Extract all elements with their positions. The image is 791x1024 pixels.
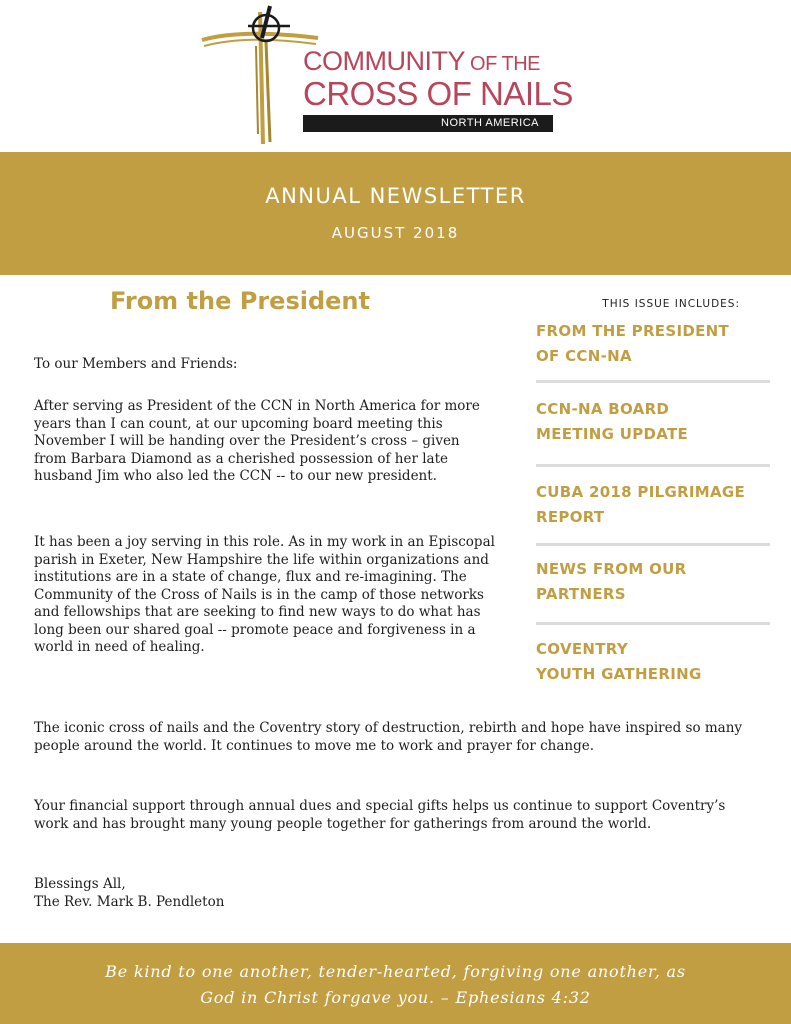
sidebar-divider [536, 543, 770, 546]
sidebar-item-line: PARTNERS [536, 585, 626, 603]
sidebar-item-cuba-pilgrimage[interactable] [536, 480, 770, 530]
logo-cross-of-nails-text: CROSS OF NAILS [303, 75, 573, 112]
paragraph-3 [34, 720, 744, 755]
sidebar-item-youth-gathering[interactable] [536, 637, 770, 687]
sidebar-item-line: COVENTRY [536, 640, 628, 658]
logo-community-text: COMMUNITY [303, 46, 465, 76]
section-heading: From the President [110, 287, 370, 315]
signature-block [34, 876, 434, 911]
sidebar-item-line: MEETING UPDATE [536, 425, 689, 443]
logo-north-america-bar: NORTH AMERICA [303, 115, 553, 132]
signature-text: The Rev. Mark B. Pendleton [34, 893, 225, 910]
cross-of-nails-icon [200, 2, 320, 150]
footer-quote-band [0, 943, 791, 1024]
sidebar-item-line: CUBA 2018 PILGRIMAGE [536, 483, 746, 501]
sidebar-item-partner-news[interactable] [536, 557, 770, 607]
ccn-logo [200, 2, 573, 150]
newsletter-title: ANNUAL NEWSLETTER [265, 184, 526, 208]
sidebar-item-line: FROM THE PRESIDENT [536, 322, 730, 340]
sidebar-item-line: CCN-NA BOARD [536, 400, 670, 418]
paragraph-4 [34, 798, 744, 833]
sidebar-item-line: YOUTH GATHERING [536, 665, 702, 683]
sidebar-label: THIS ISSUE INCLUDES: [602, 298, 740, 310]
sidebar-item-line: REPORT [536, 508, 605, 526]
logo-wordmark [303, 46, 573, 112]
sidebar-item-line: NEWS FROM OUR [536, 560, 687, 578]
issue-contents-sidebar [536, 298, 770, 683]
sidebar-item-line: OF CCN-NA [536, 347, 632, 365]
signoff-text: Blessings All, [34, 876, 126, 892]
sidebar-divider [536, 380, 770, 383]
paragraph-1-text: After serving as President of the CCN in North America for more years than I can count, at our upcoming board meeting this November I will be handing over the President’s cross – given from Barbara Diamond as a cherished possession of her late husband Jim who also led the CCN -- to our new president. [34, 398, 480, 484]
salutation-text: To our Members and Friends: [34, 356, 238, 372]
paragraph-4-text: Your financial support through annual dues and special gifts helps us continue to support Coventry’s work and has brought many young people together for gatherings from around the world. [34, 798, 726, 832]
sidebar-divider [536, 464, 770, 467]
sidebar-item-from-the-president[interactable] [536, 319, 770, 369]
newsletter-date: AUGUST 2018 [331, 224, 460, 242]
sidebar-divider [536, 622, 770, 625]
header-band [0, 152, 791, 275]
paragraph-2-text: It has been a joy serving in this role. As in my work in an Episcopal parish in Exeter, New Hampshire the life within organizations and institutions are in a state of change, flux and re-imagining. The Community of the Cross of Nails is in the camp of those networks and fellowships that are seeking to find new ways to do what has long been our shared goal -- promote peace and forgiveness in a world in need of healing. [34, 534, 495, 655]
footer-quote-line-2: God in Christ forgave you. – Ephesians 4:32 [200, 988, 591, 1007]
logo-of-the-text: OF THE [464, 53, 541, 75]
salutation [34, 356, 494, 374]
paragraph-1 [34, 398, 496, 486]
paragraph-3-text: The iconic cross of nails and the Coventry story of destruction, rebirth and hope have inspired so many people around the world. It continues to move me to work and prayer for change. [34, 720, 743, 754]
sidebar-item-board-meeting[interactable] [536, 397, 770, 447]
footer-quote-line-1: Be kind to one another, tender-hearted, forgiving one another, as [105, 962, 686, 981]
paragraph-2 [34, 534, 496, 657]
